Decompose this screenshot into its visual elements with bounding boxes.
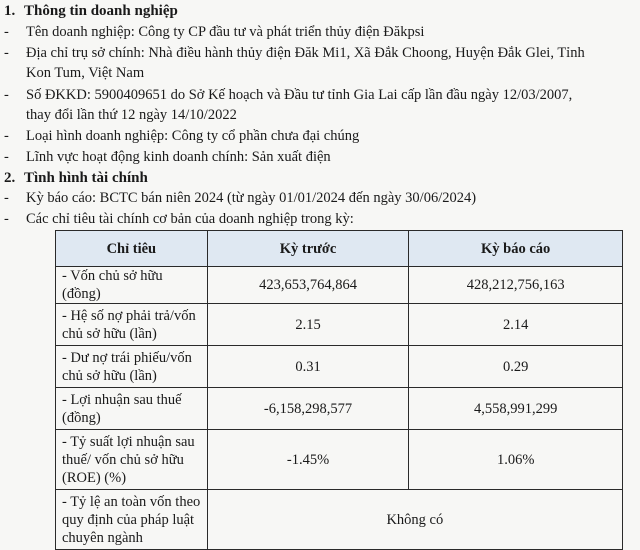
section-1-number: 1. — [4, 3, 16, 19]
row-label-line: - Vốn chủ sở hữu (đồng) — [62, 268, 163, 302]
row-label-line: thuế/ vốn chủ sở hữu — [62, 451, 184, 468]
list-item-financial-indicators — [4, 210, 629, 229]
table-row — [56, 267, 623, 304]
company-name-text: Tên doanh nghiệp: Công ty CP đầu tư và phát triển thủy điện Đăkpsi — [26, 24, 425, 40]
table-row — [56, 304, 623, 346]
row-label-line: (ROE) (%) — [62, 469, 127, 486]
business-field-text: Lĩnh vực hoạt động kinh doanh chính: Sản xuất điện — [26, 149, 331, 165]
list-item-company-type — [4, 127, 629, 146]
previous-value: 0.31 — [207, 346, 409, 388]
header-previous-period: Kỳ trước — [207, 231, 409, 267]
current-value: 1.06% — [409, 430, 623, 490]
registration-continued: thay đổi lần thứ 12 ngày 14/10/2022 — [26, 107, 237, 123]
list-item-company-name — [4, 23, 629, 42]
row-label — [56, 267, 208, 304]
row-label-line: (đồng) — [62, 409, 101, 426]
table-row — [56, 490, 623, 550]
table-row — [56, 346, 623, 388]
address-continued: Kon Tum, Việt Nam — [26, 65, 145, 81]
list-item-business-registration — [4, 86, 629, 105]
row-label-line: chủ sở hữu (lần) — [62, 367, 157, 384]
list-item-report-period — [4, 189, 629, 208]
row-label-line: chuyên ngành — [62, 529, 143, 546]
row-label-line: - Dư nợ trái phiếu/vốn — [62, 349, 192, 366]
row-label-line: - Lợi nhuận sau thuế — [62, 391, 182, 408]
row-label — [56, 388, 208, 430]
section-1-heading — [4, 2, 178, 20]
section-2-title: Tình hình tài chính — [24, 170, 148, 186]
merged-value: Không có — [207, 490, 622, 550]
table-row — [56, 430, 623, 490]
financial-table — [55, 230, 623, 550]
header-reporting-period: Kỳ báo cáo — [409, 231, 623, 267]
bullet-dash: - — [4, 24, 9, 40]
header-indicator: Chỉ tiêu — [56, 231, 208, 267]
row-label-line: chủ sở hữu (lần) — [62, 325, 157, 342]
table-row — [56, 388, 623, 430]
previous-value: -6,158,298,577 — [207, 388, 409, 430]
company-type-text: Loại hình doanh nghiệp: Công ty cổ phần chưa đại chúng — [26, 128, 360, 144]
previous-value: 423,653,764,864 — [207, 267, 409, 304]
current-value: 2.14 — [409, 304, 623, 346]
table-header-row — [56, 231, 623, 267]
bullet-dash: - — [4, 45, 9, 61]
row-label — [56, 346, 208, 388]
section-2-heading — [4, 169, 148, 187]
current-value: 0.29 — [409, 346, 623, 388]
bullet-dash: - — [4, 211, 9, 227]
list-item-address — [4, 44, 629, 63]
row-label — [56, 304, 208, 346]
bullet-dash: - — [4, 128, 9, 144]
current-value: 4,558,991,299 — [409, 388, 623, 430]
row-label — [56, 430, 208, 490]
bullet-dash: - — [4, 87, 9, 103]
previous-value: -1.45% — [207, 430, 409, 490]
section-2-number: 2. — [4, 170, 16, 186]
financial-indicators-text: Các chỉ tiêu tài chính cơ bản của doanh nghiệp trong kỳ: — [26, 211, 354, 227]
row-label — [56, 490, 208, 550]
row-label-line: quy định của pháp luật — [62, 511, 195, 528]
registration-text: Số ĐKKD: 5900409651 do Sở Kế hoạch và Đầu tư tỉnh Gia Lai cấp lần đầu ngày 12/03/2007, — [26, 87, 573, 103]
row-label-line: - Hệ số nợ phải trả/vốn — [62, 307, 196, 324]
row-label-line: - Tỷ suất lợi nhuận sau — [62, 433, 195, 450]
bullet-dash: - — [4, 149, 9, 165]
previous-value: 2.15 — [207, 304, 409, 346]
report-period-text: Kỳ báo cáo: BCTC bán niên 2024 (từ ngày 01/01/2024 đến ngày 30/06/2024) — [26, 190, 477, 206]
section-1-title: Thông tin doanh nghiệp — [24, 3, 178, 19]
address-text: Địa chỉ trụ sở chính: Nhà điều hành thủy điện Đăk Mi1, Xã Đắk Choong, Huyện Đắk Glei, Tỉnh — [26, 45, 585, 61]
row-label-line: - Tỷ lệ an toàn vốn theo — [62, 493, 201, 510]
current-value: 428,212,756,163 — [409, 267, 623, 304]
bullet-dash: - — [4, 190, 9, 206]
list-item-business-field — [4, 148, 629, 167]
